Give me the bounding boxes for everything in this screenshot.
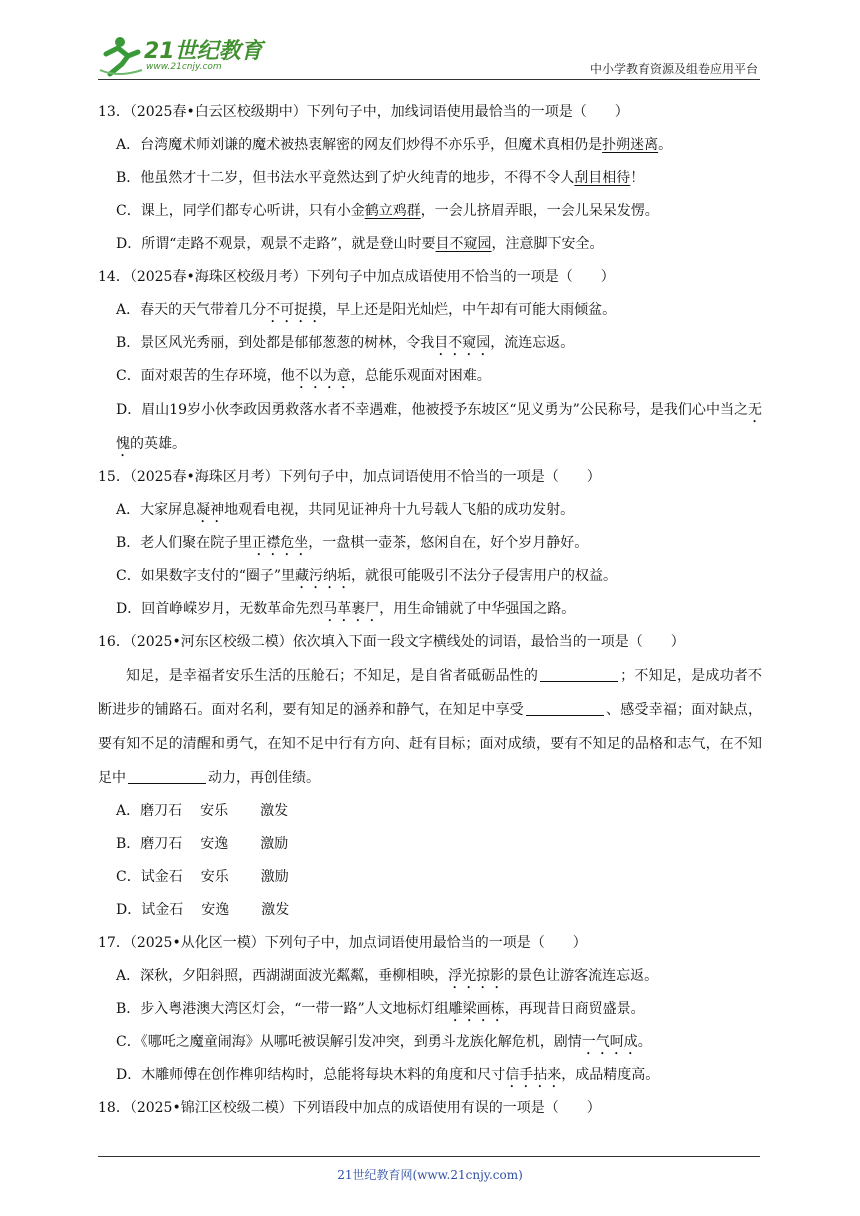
fill-blank-1[interactable] xyxy=(540,667,618,682)
dotted-phrase: 正襟危坐 xyxy=(252,535,309,551)
platform-name: 中小学教育资源及组卷应用平台 xyxy=(589,62,758,76)
q16-option-a[interactable]: A．磨刀石 安乐 激发 xyxy=(116,803,289,819)
dotted-phrase: 雕梁画栋 xyxy=(448,1001,505,1017)
underlined-phrase: 刮目相待 xyxy=(574,170,631,186)
fill-blank-2[interactable] xyxy=(526,701,604,716)
q17-option-a[interactable]: A．深秋，夕阳斜照，西湖湖面波光粼粼，垂柳相映，浮光掠影的景色让游客流连忘返。 xyxy=(116,968,659,984)
underlined-phrase: 目不窥园 xyxy=(435,236,492,252)
footer-divider xyxy=(98,1156,760,1157)
question-18-head: 18．（2025•锦江区校级二模）下列语段中加点的成语使用有误的一项是（ ） xyxy=(98,1100,601,1116)
q17-option-d[interactable]: D．木雕师傅在创作榫卯结构时，总能将每块木料的角度和尺寸信手拈来，成品精度高。 xyxy=(116,1067,660,1083)
dotted-phrase: 马革裹尸 xyxy=(323,601,380,617)
dotted-phrase: 目不窥园 xyxy=(434,335,491,351)
q14-option-d[interactable]: D．眉山19岁小伙李政因勇救落水者不幸遇难，他被授予东坡区“见义勇为”公民称号，是我们心中当之无愧的英雄。 xyxy=(116,402,762,452)
q14-option-c[interactable]: C．面对艰苦的生存环境，他不以为意，总能乐观面对困难。 xyxy=(116,368,491,384)
logo-url: www.21cnjy.com xyxy=(146,62,222,72)
q16-option-b[interactable]: B．磨刀石 安逸 激励 xyxy=(116,836,289,852)
logo-text: 21世纪教育 xyxy=(144,39,263,64)
q13-option-a[interactable]: A．台湾魔术师刘谦的魔术被热衷解密的网友们炒得不亦乐乎，但魔术真相仍是扑朔迷离。 xyxy=(116,137,673,153)
q14-option-a[interactable]: A．春天的天气带着几分不可捉摸，早上还是阳光灿烂，中午却有可能大雨倾盆。 xyxy=(116,302,617,318)
fill-blank-3[interactable] xyxy=(128,769,206,784)
site-logo[interactable] xyxy=(98,34,268,78)
underlined-phrase: 鹤立鸡群 xyxy=(364,203,421,219)
q15-option-a[interactable]: A．大家屏息凝神地观看电视，共同见证神舟十九号载人飞船的成功发射。 xyxy=(116,502,575,518)
q15-option-b[interactable]: B．老人们聚在院子里正襟危坐，一盘棋一壶茶，悠闲自在，好个岁月静好。 xyxy=(116,535,589,551)
q14-option-b[interactable]: B．景区风光秀丽，到处都是郁郁葱葱的树林，令我目不窥园，流连忘返。 xyxy=(116,335,575,351)
q13-option-c[interactable]: C．课上，同学们都专心听讲，只有小金鹤立鸡群，一会儿挤眉弄眼，一会儿呆呆发愣。 xyxy=(116,203,659,219)
question-13-head: 13．（2025春•白云区校级期中）下列句子中，加线词语使用最恰当的一项是（ ） xyxy=(98,104,629,120)
q13-option-d[interactable]: D．所谓“走路不观景，观景不走路”，就是登山时要目不窥园，注意脚下安全。 xyxy=(116,236,604,252)
underlined-phrase: 扑朔迷离 xyxy=(602,137,659,153)
q13-option-b[interactable]: B．他虽然才十二岁，但书法水平竟然达到了炉火纯青的地步，不得不令人刮目相待！ xyxy=(116,170,645,186)
dotted-phrase: 不可捉摸 xyxy=(266,302,323,318)
header-divider xyxy=(98,79,760,80)
dotted-phrase: 浮光掠影 xyxy=(448,968,505,984)
q16-option-c[interactable]: C．试金石 安乐 激励 xyxy=(116,869,289,885)
dotted-phrase: 一气呵成 xyxy=(581,1034,638,1050)
q15-option-d[interactable]: D．回首峥嵘岁月，无数革命先烈马革裹尸，用生命铺就了中华强国之路。 xyxy=(116,601,576,617)
question-list xyxy=(98,96,762,1125)
dotted-phrase: 无愧 xyxy=(116,402,762,452)
question-14-head: 14．（2025春•海珠区校级月考）下列句子中加点成语使用不恰当的一项是（ ） xyxy=(98,269,615,285)
question-15-head: 15．（2025春•海珠区月考）下列句子中，加点词语使用不恰当的一项是（ ） xyxy=(98,469,601,485)
dotted-phrase: 不以为意 xyxy=(294,368,351,384)
q17-option-b[interactable]: B．步入粤港澳大湾区灯会，“一带一路”人文地标灯组雕梁画栋，再现昔日商贸盛景。 xyxy=(116,1001,645,1017)
q15-option-c[interactable]: C．如果数字支付的“圈子”里藏污纳垢，就很可能吸引不法分子侵害用户的权益。 xyxy=(116,568,618,584)
dotted-phrase: 凝神 xyxy=(196,502,225,518)
q17-option-c[interactable]: C．《哪吒之魔童闹海》从哪吒被误解引发冲突，到勇斗龙族化解危机，剧情一气呵成。 xyxy=(116,1034,652,1050)
question-17-head: 17．（2025•从化区一模）下列句子中，加点词语使用最恰当的一项是（ ） xyxy=(98,935,587,951)
page-header xyxy=(98,30,760,78)
q16-option-d[interactable]: D．试金石 安逸 激发 xyxy=(116,902,290,918)
question-16-head: 16．（2025•河东区校级二模）依次填入下面一段文字横线处的词语，最恰当的一项是（ ） xyxy=(98,634,685,650)
footer-link[interactable]: 21世纪教育网(www.21cnjy.com) xyxy=(337,1168,523,1182)
dotted-phrase: 信手拈来 xyxy=(505,1067,562,1083)
dotted-phrase: 藏污纳垢 xyxy=(295,568,352,584)
q16-passage: 知足，是幸福者安乐生活的压舱石；不知足，是自省者砥砺品性的 ；不知足，是成功者不断进步的铺路石。面对名利，要有知足的涵养和静气，在知足中享受 、感受幸福；面对缺点，要有知不足的清醒和勇气，在知不足中行有方向、赶有目标；面对成绩，要有不知足的品格和志气，在不知足中 动力，再创佳绩。 xyxy=(98,668,763,786)
